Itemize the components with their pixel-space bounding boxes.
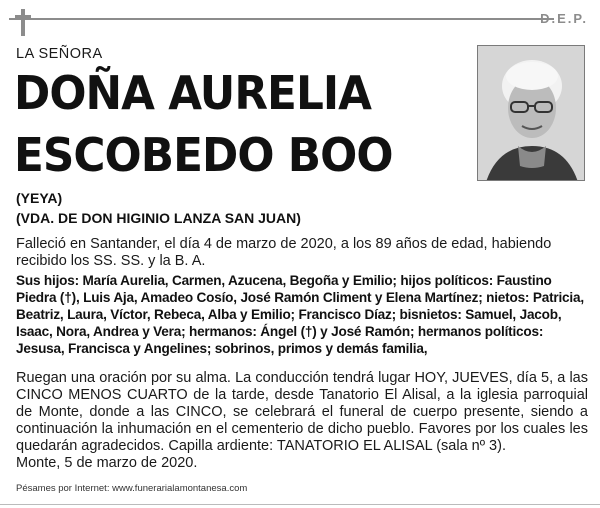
portrait-photo [477,45,585,181]
bottom-divider [0,504,600,505]
cross-icon [15,9,31,36]
dep-label: D.E.P. [540,11,588,26]
widow-of: (VDA. DE DON HIGINIO LANZA SAN JUAN) [16,210,301,226]
deceased-name-line1: DOÑA AURELIA [14,66,372,120]
place-date: Monte, 5 de marzo de 2020. [16,455,198,471]
top-divider [9,18,554,20]
service-info [16,370,588,472]
condolences-link: Pésames por Internet: www.funerarialamontanesa.com [16,483,248,494]
death-statement: Falleció en Santander, el día 4 de marzo de 2020, a los 89 años de edad, habiendo recibido los SS. SS. y la B. A. [16,236,552,269]
nickname: (YEYA) [16,190,63,206]
family-list: Sus hijos: María Aurelia, Carmen, Azucena, Begoña y Emilio; hijos políticos: Faustino Piedra (†), Luis Aja, Amadeo Cosío, José Ramón Climent y Elena Martínez; nietos: Patricia, Beatriz, Laura, Víctor, Rebeca, Alba y Emilio; Francisco Díaz; bisnietos: Samuel, Jacob, Isaac, Nora, Andrea y Vera; hermanos: Ángel (†) y José Ramón; hermanos políticos: Jesusa, Francisca y Angelines; sobrinos, primos y demás familia, [16,273,584,356]
honorific: LA SEÑORA [16,46,103,62]
deceased-name-line2: ESCOBEDO BOO [14,128,393,182]
service-text: Ruegan una oración por su alma. La conducción tendrá lugar HOY, JUEVES, día 5, a las CINCO MENOS CUARTO de la tarde, desde Tanatorio El Alisal, a la iglesia parroquial de Monte, donde a las CINCO, se celebrará el funeral de cuerpo presente, siendo a continuación la inhumación en el cementerio de dicho pueblo. Favores por los cuales les quedarán agradecidos. Capilla ardiente: TANATORIO EL ALISAL (sala nº 3). [16,370,588,454]
